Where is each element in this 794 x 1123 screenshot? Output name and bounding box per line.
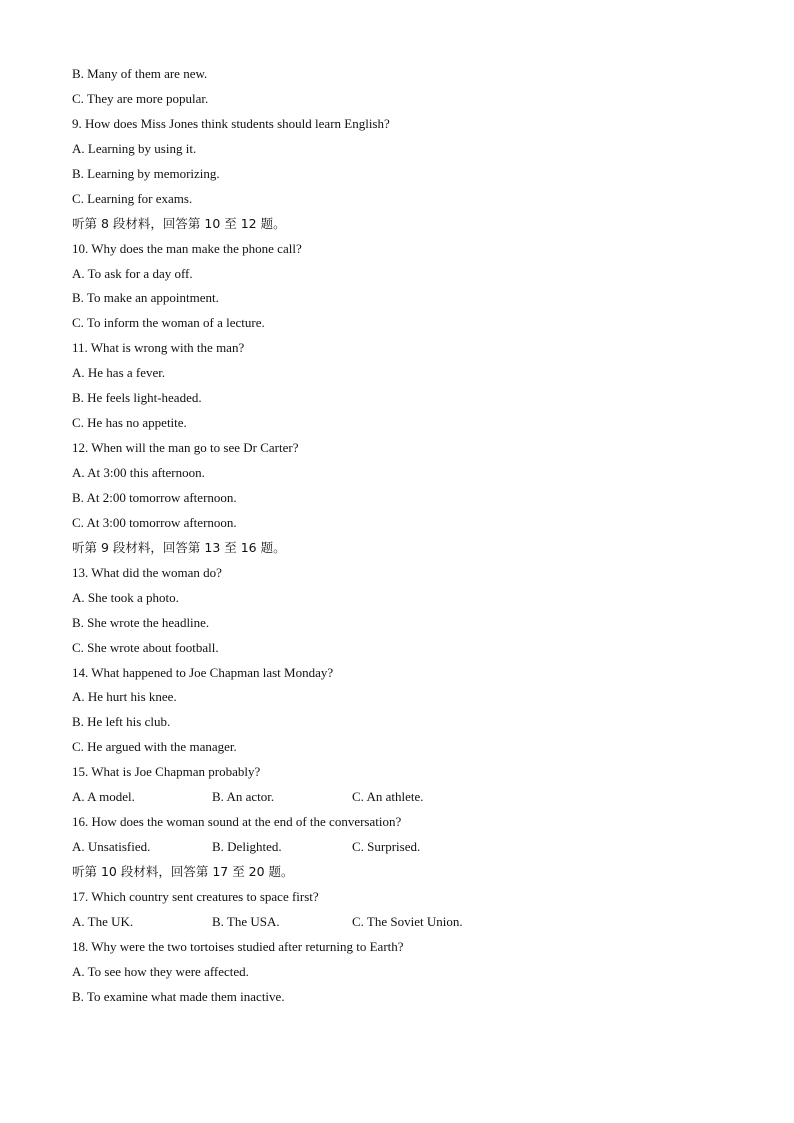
option-line: B. Many of them are new. [72, 66, 208, 81]
option-line: A. To see how they were affected. [72, 963, 249, 979]
option-line: A. She took a photo. [72, 589, 179, 605]
option-line: A. To ask for a day off. [72, 265, 193, 281]
option-line: B. Learning by memorizing. [72, 165, 220, 181]
options-row [72, 910, 732, 935]
option-b: B. The USA. [212, 913, 280, 929]
section-instruction: 听第 10 段材料，回答第 17 至 20 题。 [72, 864, 294, 879]
option-line: C. They are more popular. [72, 90, 209, 106]
question-line: 11. What is wrong with the man? [72, 340, 245, 356]
question-line: 14. What happened to Joe Chapman last Monday? [72, 664, 334, 680]
option-b: B. Delighted. [212, 839, 282, 855]
option-line: A. At 3:00 this afternoon. [72, 465, 205, 480]
question-line: 12. When will the man go to see Dr Carter? [72, 440, 299, 456]
option-line: C. Learning for exams. [72, 190, 193, 206]
option-line: B. He feels light-headed. [72, 390, 202, 406]
option-line: A. He hurt his knee. [72, 689, 177, 705]
question-line: 10. Why does the man make the phone call? [72, 240, 302, 256]
options-row [72, 835, 732, 860]
option-line: B. To make an appointment. [72, 290, 219, 306]
option-c: C. An athlete. [352, 789, 424, 805]
question-line: 15. What is Joe Chapman probably? [72, 764, 261, 780]
option-line: C. He argued with the manager. [72, 739, 237, 755]
options-row [72, 785, 732, 810]
option-line: C. At 3:00 tomorrow afternoon. [72, 514, 237, 530]
section-instruction: 听第 9 段材料，回答第 13 至 16 题。 [72, 539, 286, 555]
question-line: 9. How does Miss Jones think students should learn English? [72, 115, 390, 131]
option-line: B. She wrote the headline. [72, 614, 210, 630]
option-line: A. He has a fever. [72, 365, 166, 381]
option-line: B. To examine what made them inactive. [72, 988, 285, 1004]
option-a: A. Unsatisfied. [72, 839, 151, 855]
question-line: 18. Why were the two tortoises studied after returning to Earth? [72, 938, 404, 954]
option-a: A. The UK. [72, 913, 134, 929]
question-line: 13. What did the woman do? [72, 564, 222, 580]
question-line: 17. Which country sent creatures to space first? [72, 888, 319, 904]
question-line: 16. How does the woman sound at the end of the conversation? [72, 814, 402, 830]
option-line: C. She wrote about football. [72, 639, 219, 655]
option-line: B. He left his club. [72, 714, 171, 730]
option-a: A. A model. [72, 789, 135, 805]
section-instruction: 听第 8 段材料，回答第 10 至 12 题。 [72, 215, 286, 231]
option-line: B. At 2:00 tomorrow afternoon. [72, 489, 237, 505]
option-b: B. An actor. [212, 789, 275, 805]
option-c: C. The Soviet Union. [352, 913, 463, 929]
option-line: A. Learning by using it. [72, 140, 197, 156]
document-page [72, 62, 732, 1010]
option-c: C. Surprised. [352, 839, 421, 855]
option-line: C. He has no appetite. [72, 415, 187, 431]
option-line: C. To inform the woman of a lecture. [72, 315, 265, 331]
